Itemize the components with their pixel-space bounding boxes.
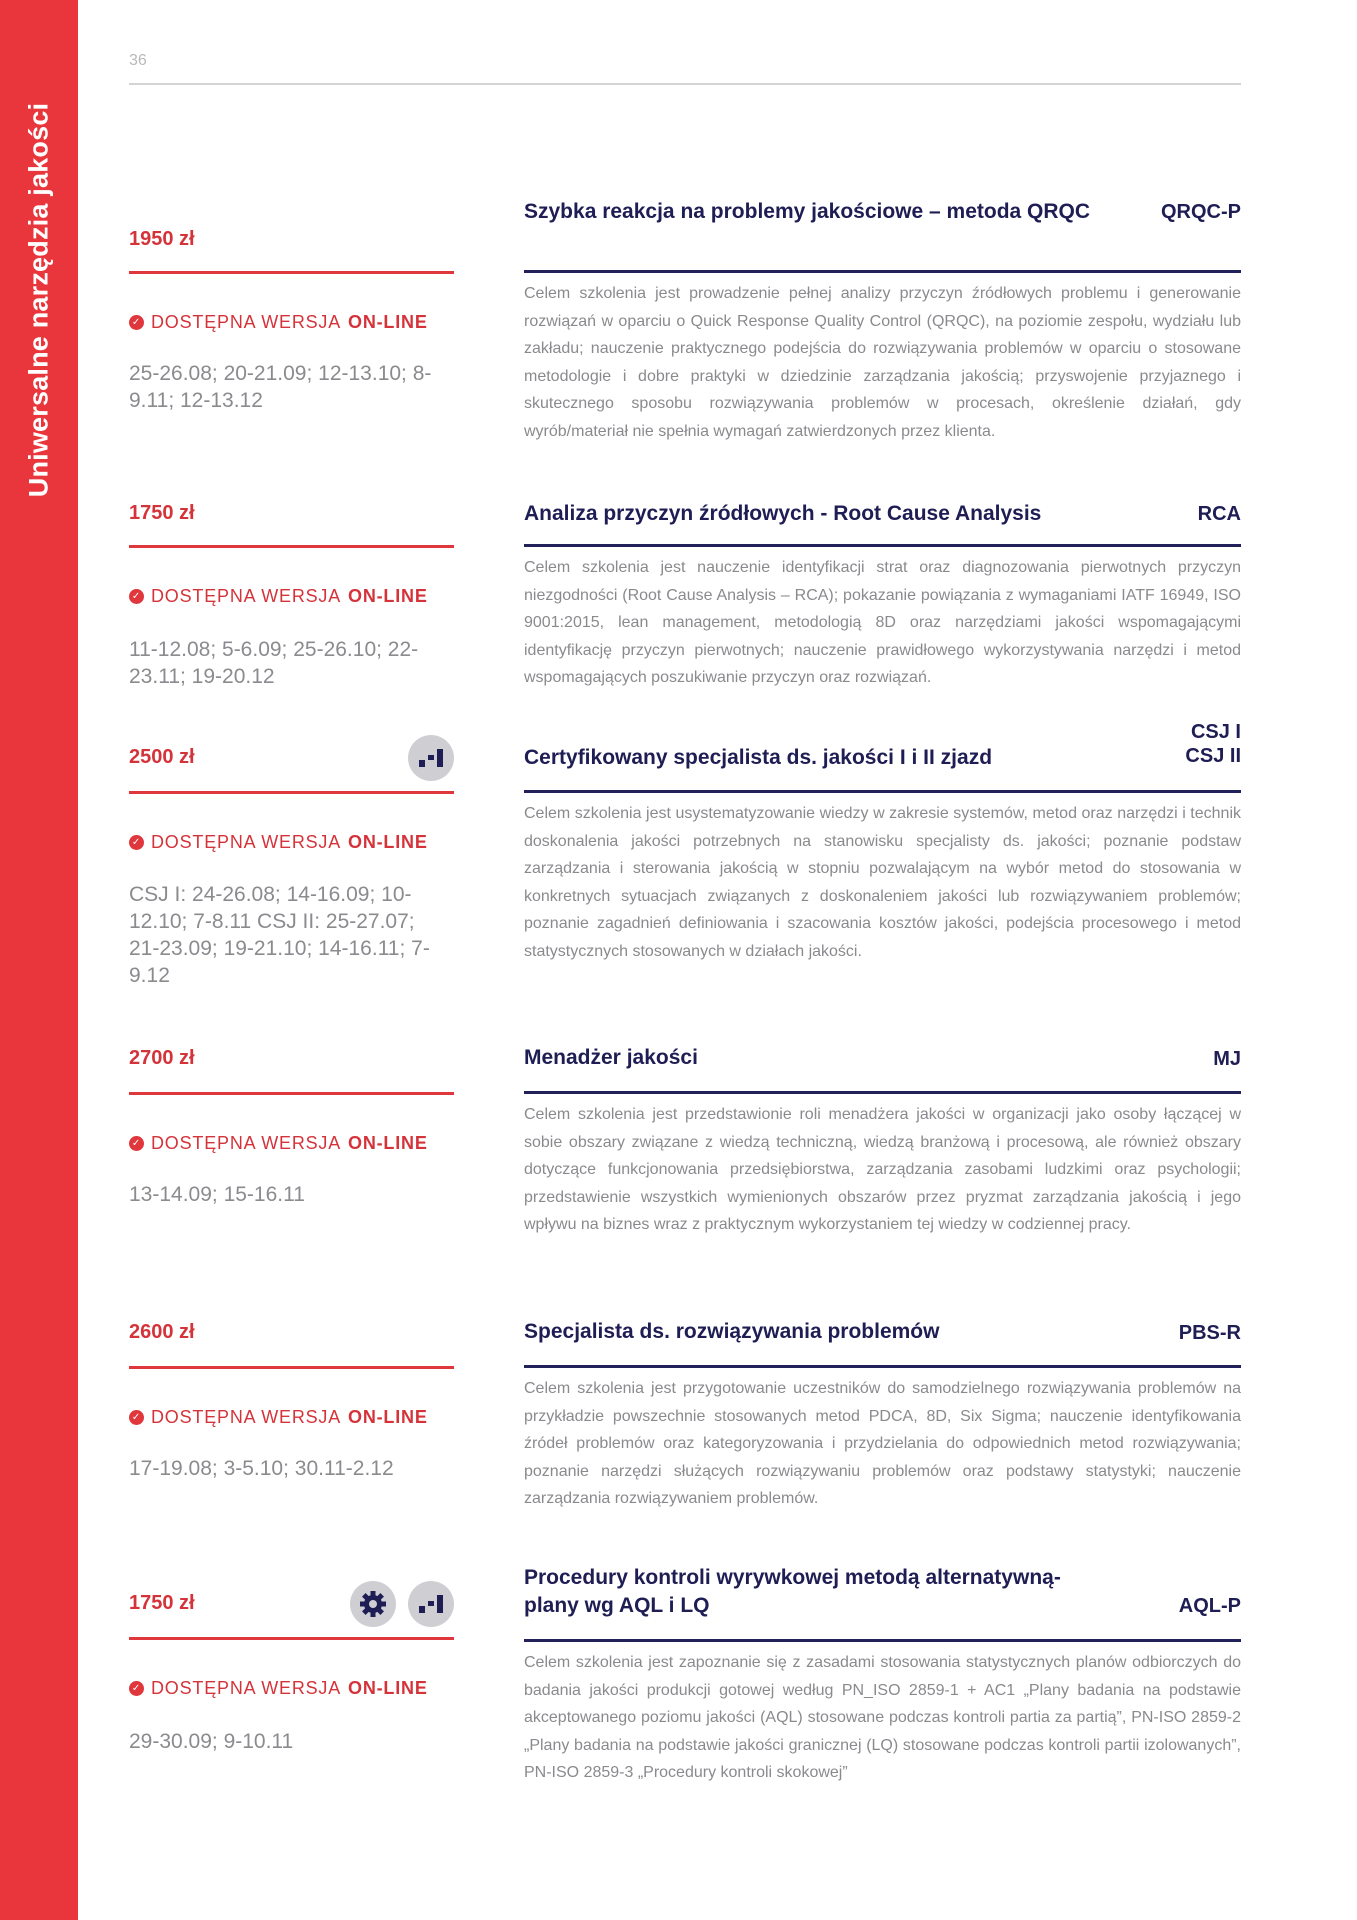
price-divider [129,545,454,548]
course-title: Analiza przyczyn źródłowych - Root Cause Analysis [524,502,1042,525]
price: 1750 zł [129,1592,195,1614]
course-dates: 11-12.08; 5-6.09; 25-26.10; 22-23.11; 19-20.12 [129,638,419,688]
online-highlight: ON-LINE [348,312,428,332]
check-icon: ✓ [129,1681,144,1696]
online-label: DOSTĘPNA WERSJA [151,1407,342,1427]
check-icon: ✓ [129,589,144,604]
online-badge [129,832,428,853]
online-highlight: ON-LINE [348,1133,428,1153]
check-icon: ✓ [129,315,144,330]
online-highlight: ON-LINE [348,1407,428,1427]
check-icon: ✓ [129,1136,144,1151]
online-highlight: ON-LINE [348,586,428,606]
course-description: Celem szkolenia jest przedstawionie roli menadżera jakości w organizacji jako osoby łączącej w sobie obszary związane z wiedzą techniczną, wiedzą branżową i procesową, ale również obszary dotyczące funkcjonowania przedsiębiorstwa, zarządzania zasobami ludzkimi oraz psychologii; przedstawienie wszystkich wymienionych obszarów przez pryzmat zarządzania jakością i jego wpływu na biznes wraz z praktycznym wykorzystaniem tej wiedzy w codziennej pracy. [524,1106,1241,1233]
online-badge [129,1678,428,1699]
online-badge [129,312,428,333]
online-label: DOSTĘPNA WERSJA [151,1133,342,1153]
course-code: MJ [1213,1048,1241,1070]
course-description: Celem szkolenia jest prowadzenie pełnej analizy przyczyn źródłowych problemu i generowanie rozwiązań w oparciu o Quick Response Quality Control (QRQC), na poziomie zespołu, wydziału lub zakładu; nauczenie praktycznego podejścia do rozwiązywania problemów w oparciu o stosowane metodologie i dobre praktyki w dziedzinie zarządzania jakością; przyswojenie przyjaznego i skutecznego sposobu rozwiązywania problemów w procesach, określenie działań, gdy wyrób/materiał nie spełnia wymagań zatwierdzonych przez klienta. [524,285,1241,440]
price-divider [129,1637,454,1640]
course-code-1: CSJ I [1190,721,1241,743]
price: 2600 zł [129,1321,195,1343]
price: 2500 zł [129,746,195,768]
course-icons [350,1581,454,1627]
price-divider [129,1092,454,1095]
title-divider [524,1091,1241,1094]
course-code: RCA [1197,503,1241,525]
course-dates: 13-14.09; 15-16.11 [129,1183,305,1206]
course-code: QRQC-P [1161,201,1241,223]
online-label: DOSTĘPNA WERSJA [151,1678,342,1698]
title-divider [524,544,1241,547]
online-badge [129,1133,428,1154]
check-icon: ✓ [129,1410,144,1425]
course-title: Szybka reakcja na problemy jakościowe – metoda QRQC [524,200,1091,223]
online-badge [129,1407,428,1428]
course-title: Specjalista ds. rozwiązywania problemów [524,1320,940,1343]
sidebar-title: Uniwersalne narzędzia jakości [23,102,54,498]
price: 1950 zł [129,228,195,250]
online-label: DOSTĘPNA WERSJA [151,586,342,606]
course-description: Celem szkolenia jest zapoznanie się z zasadami stosowania statystycznych planów odbiorczych do badania jakości produkcji gotowej według PN_ISO 2859-1 + AC1 „Plany badania na podstawie akceptowanego poziomu jakości (AQL) stosowane podczas kontroli partia za partią”, PN-ISO 2859-2 „Plany badania na podstawie jakości granicznej (LQ) stosowane podczas kontroli partii izolowanych”, PN-ISO 2859-3 „Procedury kontroli skokowej” [524,1654,1241,1781]
price: 1750 zł [129,502,195,524]
course-dates: 29-30.09; 9-10.11 [129,1730,294,1753]
check-icon: ✓ [129,835,144,850]
price-divider [129,791,454,794]
title-divider [524,1639,1241,1642]
online-highlight: ON-LINE [348,1678,428,1698]
title-divider [524,790,1241,793]
gear-icon [350,1581,396,1627]
course-title: Certyfikowany specjalista ds. jakości I i II zjazd [524,746,993,769]
online-badge [129,586,428,607]
title-divider [524,270,1241,273]
course-dates: CSJ I: 24-26.08; 14-16.09; 10-12.10; 7-8.11 CSJ II: 25-27.07; 21-23.09; 19-21.10; 14-16.11; 7-9.12 [129,883,430,987]
course-dates: 25-26.08; 20-21.09; 12-13.10; 8-9.11; 12-13.12 [129,362,432,412]
price-divider [129,271,454,274]
course-dates: 17-19.08; 3-5.10; 30.11-2.12 [129,1457,394,1480]
course-code: AQL-P [1178,1595,1241,1617]
price-divider [129,1366,454,1369]
bar-chart-icon [408,1581,454,1627]
price: 2700 zł [129,1047,195,1069]
page-number: 36 [129,52,147,69]
course-title: Menadżer jakości [524,1046,698,1069]
course-description: Celem szkolenia jest przygotowanie uczestników do samodzielnego rozwiązywania problemów na przykładzie powszechnie stosowanych metod PDCA, 8D, Six Sigma; nauczenie identyfikowania źródeł problemów oraz kategoryzowania i przydzielania do odpowiednich metod rozwiązywania; poznanie narzędzi służących rozwiązywaniu problemów oraz podstawy statystyki; nauczenie zarządzania rozwiązywaniem problemów. [524,1380,1241,1507]
course-code [1185,720,1241,768]
online-label: DOSTĘPNA WERSJA [151,312,342,332]
header-divider [129,83,1241,85]
sidebar [0,0,78,1920]
title-divider [524,1365,1241,1368]
course-description: Celem szkolenia jest usystematyzowanie wiedzy w zakresie systemów, metod oraz narzędzi i technik doskonalenia jakości potrzebnych na stanowisku specjalisty ds. jakości; poznanie podstaw zarządzania i sterowania jakością w stopniu pozwalającym na wybór metod do stosowania w konkretnych sytuacjach związanych z doskonaleniem jakości lub rozwiązywaniem problemów; poznanie zagadnień definiowania i szacowania kosztów jakości, podejścia procesowego i metod statystycznych stosowanych w działach jakości. [524,805,1241,960]
course-code: PBS-R [1178,1322,1241,1344]
online-label: DOSTĘPNA WERSJA [151,832,342,852]
course-icons [408,735,454,781]
online-highlight: ON-LINE [348,832,428,852]
bar-chart-icon [408,735,454,781]
course-code-2: CSJ II [1185,745,1241,767]
course-title: Procedury kontroli wyrywkowej metodą alternatywną- plany wg AQL i LQ [524,1566,1061,1617]
course-description: Celem szkolenia jest nauczenie identyfikacji strat oraz diagnozowania pierwotnych przyczyn niezgodności (Root Cause Analysis – RCA); pokazanie powiązania z wymaganiami IATF 16949, ISO 9001:2015, lean management, metodologią 8D oraz narzędziami jakości wspomagającymi identyfikację przyczyn pierwotnych; nauczenie prawidłowego wykorzystywania narzędzi i metod wspomagających poszukiwanie przyczyn oraz rozwiązań. [524,559,1241,686]
